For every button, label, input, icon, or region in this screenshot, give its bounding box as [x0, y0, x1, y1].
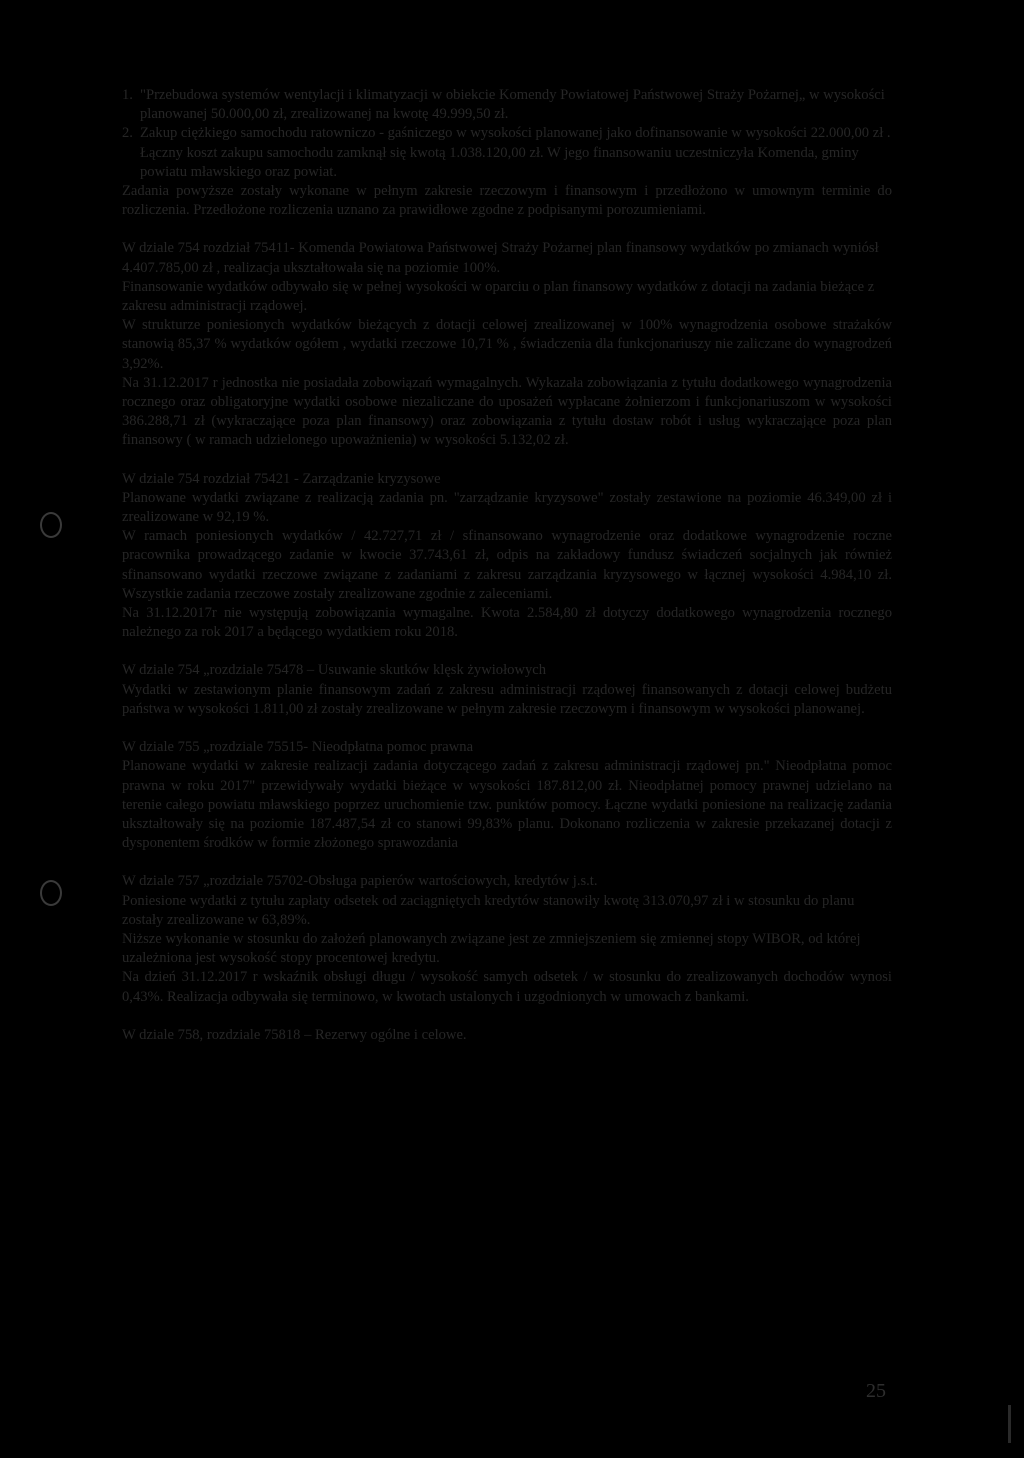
scan-edge-mark	[1008, 1405, 1011, 1443]
paragraph: Planowane wydatki w zakresie realizacji zadania dotyczącego zadań z zakresu administracji rządowej pn." Nieodpłatna pomoc prawna w roku 2017" przewidywały wydatki bieżące w wysokości 187.812,00 zł. Nieodpłatnej pomocy prawnej udzielano na terenie całego powiatu mławskiego poprzez uruchomienie tzw. punktów pomocy. Łączne wydatki poniesione na realizację zadania ukształtowały się na poziomie 187.487,54 zł co stanowi 99,83% planu. Dokonano rozliczenia w zakresie przekazanej dotacji z dysponentem środków w formie złożonego sprawozdania	[122, 758, 892, 852]
section-heading: W dziale 754 „rozdziale 75478 – Usuwanie skutków klęsk żywiołowych	[122, 662, 547, 679]
punch-hole	[40, 880, 62, 906]
section-heading: W dziale 754 rozdział 75411- Komenda Powiatowa Państwowej Straży Pożarnej plan finansowy wydatków po zmianach wyniósł 4.407.785,00 zł , realizacja ukształtowała się na poziomie 100%.	[122, 240, 879, 276]
list-text: "Przebudowa systemów wentylacji i klimatyzacji w obiekcie Komendy Powiatowej Państwowej Straży Pożarnej„ w wysokości planowanej 50.000,00 zł, zrealizowanej na kwotę 49.999,50 zł.	[140, 87, 885, 123]
paragraph: W strukturze poniesionych wydatków bieżących z dotacji celowej zrealizowanej w 100% wynagrodzenia osobowe strażaków stanowią 85,37 % wydatków ogółem , wydatki rzeczowe 10,71 % , świadczenia dla funkcjonariuszy nie zaliczane do wynagrodzeń 3,92%.	[122, 317, 892, 372]
section-heading: W dziale 758, rozdziale 75818 – Rezerwy ogólne i celowe.	[122, 1026, 467, 1043]
section-heading: W dziale 754 rozdział 75421 - Zarządzanie kryzysowe	[122, 470, 441, 487]
list-number: 1.	[122, 87, 133, 103]
paragraph: Finansowanie wydatków odbywało się w pełnej wysokości w oparciu o plan finansowy wydatków z dotacji na zadania bieżące z zakresu administracji rządowej.	[122, 278, 875, 315]
paragraph: W ramach poniesionych wydatków / 42.727,71 zł / sfinansowano wynagrodzenie oraz dodatkowe wynagrodzenie roczne pracownika prowadzącego zadanie w kwocie 37.743,61 zł, odpis na zakładowy fundusz świadczeń socjalnych jak również sfinansowano wydatki rzeczowe związane z zadaniami z zakresu zarządzania kryzysowego w łącznej wysokości 4.984,10 zł. Wszystkie zadania rzeczowe zostały zrealizowane zgodnie z zaleceniami.	[122, 528, 892, 602]
paragraph: Na 31.12.2017 r jednostka nie posiadała zobowiązań wymagalnych. Wykazała zobowiązania z tytułu dodatkowego wynagrodzenia rocznego oraz obligatoryjne wydatki osobowe niezaliczane do uposażeń wypłacane żołnierzom i funkcjonariuszom w wysokości 386.288,71 zł (wykraczające poza plan finansowy) oraz zobowiązania z tytułu dostaw robót i usług wykraczające poza plan finansowy ( w ramach udzielonego upoważnienia) w wysokości 5.132,02 zł.	[122, 374, 892, 449]
paragraph: Zadania powyższe zostały wykonane w pełnym zakresie rzeczowym i finansowym i przedłożono w umownym terminie do rozliczenia. Przedłożone rozliczenia uznano za prawidłowe zgodne z podpisanymi porozumieniami.	[122, 183, 892, 219]
list-item	[122, 86, 892, 124]
section-heading: W dziale 755 „rozdziale 75515- Nieodpłatna pomoc prawna	[122, 739, 474, 756]
list-item	[122, 124, 892, 182]
punch-hole	[40, 512, 62, 538]
paragraph: Niższe wykonanie w stosunku do założeń planowanych związane jest ze zmniejszeniem się zmiennej stopy WIBOR, od której uzależniona jest wysokość stopy procentowej kredytu.	[122, 930, 861, 967]
paragraph: Na 31.12.2017r nie występują zobowiązania wymagalne. Kwota 2.584,80 zł dotyczy dodatkowego wynagrodzenia rocznego należnego za rok 2017 a będącego wydatkiem roku 2018.	[122, 605, 892, 641]
paragraph: Poniesione wydatki z tytułu zapłaty odsetek od zaciągniętych kredytów stanowiły kwotę 313.070,97 zł i w stosunku do planu zostały zrealizowane w 63,89%.	[122, 892, 855, 928]
paragraph: Na dzień 31.12.2017 r wskaźnik obsługi długu / wysokość samych odsetek / w stosunku do zrealizowanych dochodów wynosi 0,43%. Realizacja odbywała się terminowo, w kwotach ustalonych i uzgodnionych w umowach z bankami.	[122, 969, 892, 1005]
page-number: 25	[866, 1380, 886, 1402]
page-text	[122, 86, 892, 1045]
section-heading: W dziale 757 „rozdziale 75702-Obsługa papierów wartościowych, kredytów j.s.t.	[122, 873, 598, 890]
list-number: 2.	[122, 125, 133, 142]
paragraph: Planowane wydatki związane z realizacją zadania pn. "zarządzanie kryzysowe" zostały zestawione na poziomie 46.349,00 zł i zrealizowane w 92,19 %.	[122, 489, 892, 526]
list-text: Zakup ciężkiego samochodu ratowniczo - gaśniczego w wysokości planowanej jako dofinansowanie w wysokości 22.000,00 zł . Łączny koszt zakupu samochodu zamknął się kwotą 1.038.120,00 zł. W jego finansowaniu uczestniczyła Komenda, gminy powiatu mławskiego oraz powiat.	[140, 125, 891, 180]
paragraph: Wydatki w zestawionym planie finansowym zadań z zakresu administracji rządowej finansowanych z dotacji celowej budżetu państwa w wysokości 1.811,00 zł zostały zrealizowane w pełnym zakresie rzeczowym i finansowym w wysokości planowanej.	[122, 681, 892, 717]
